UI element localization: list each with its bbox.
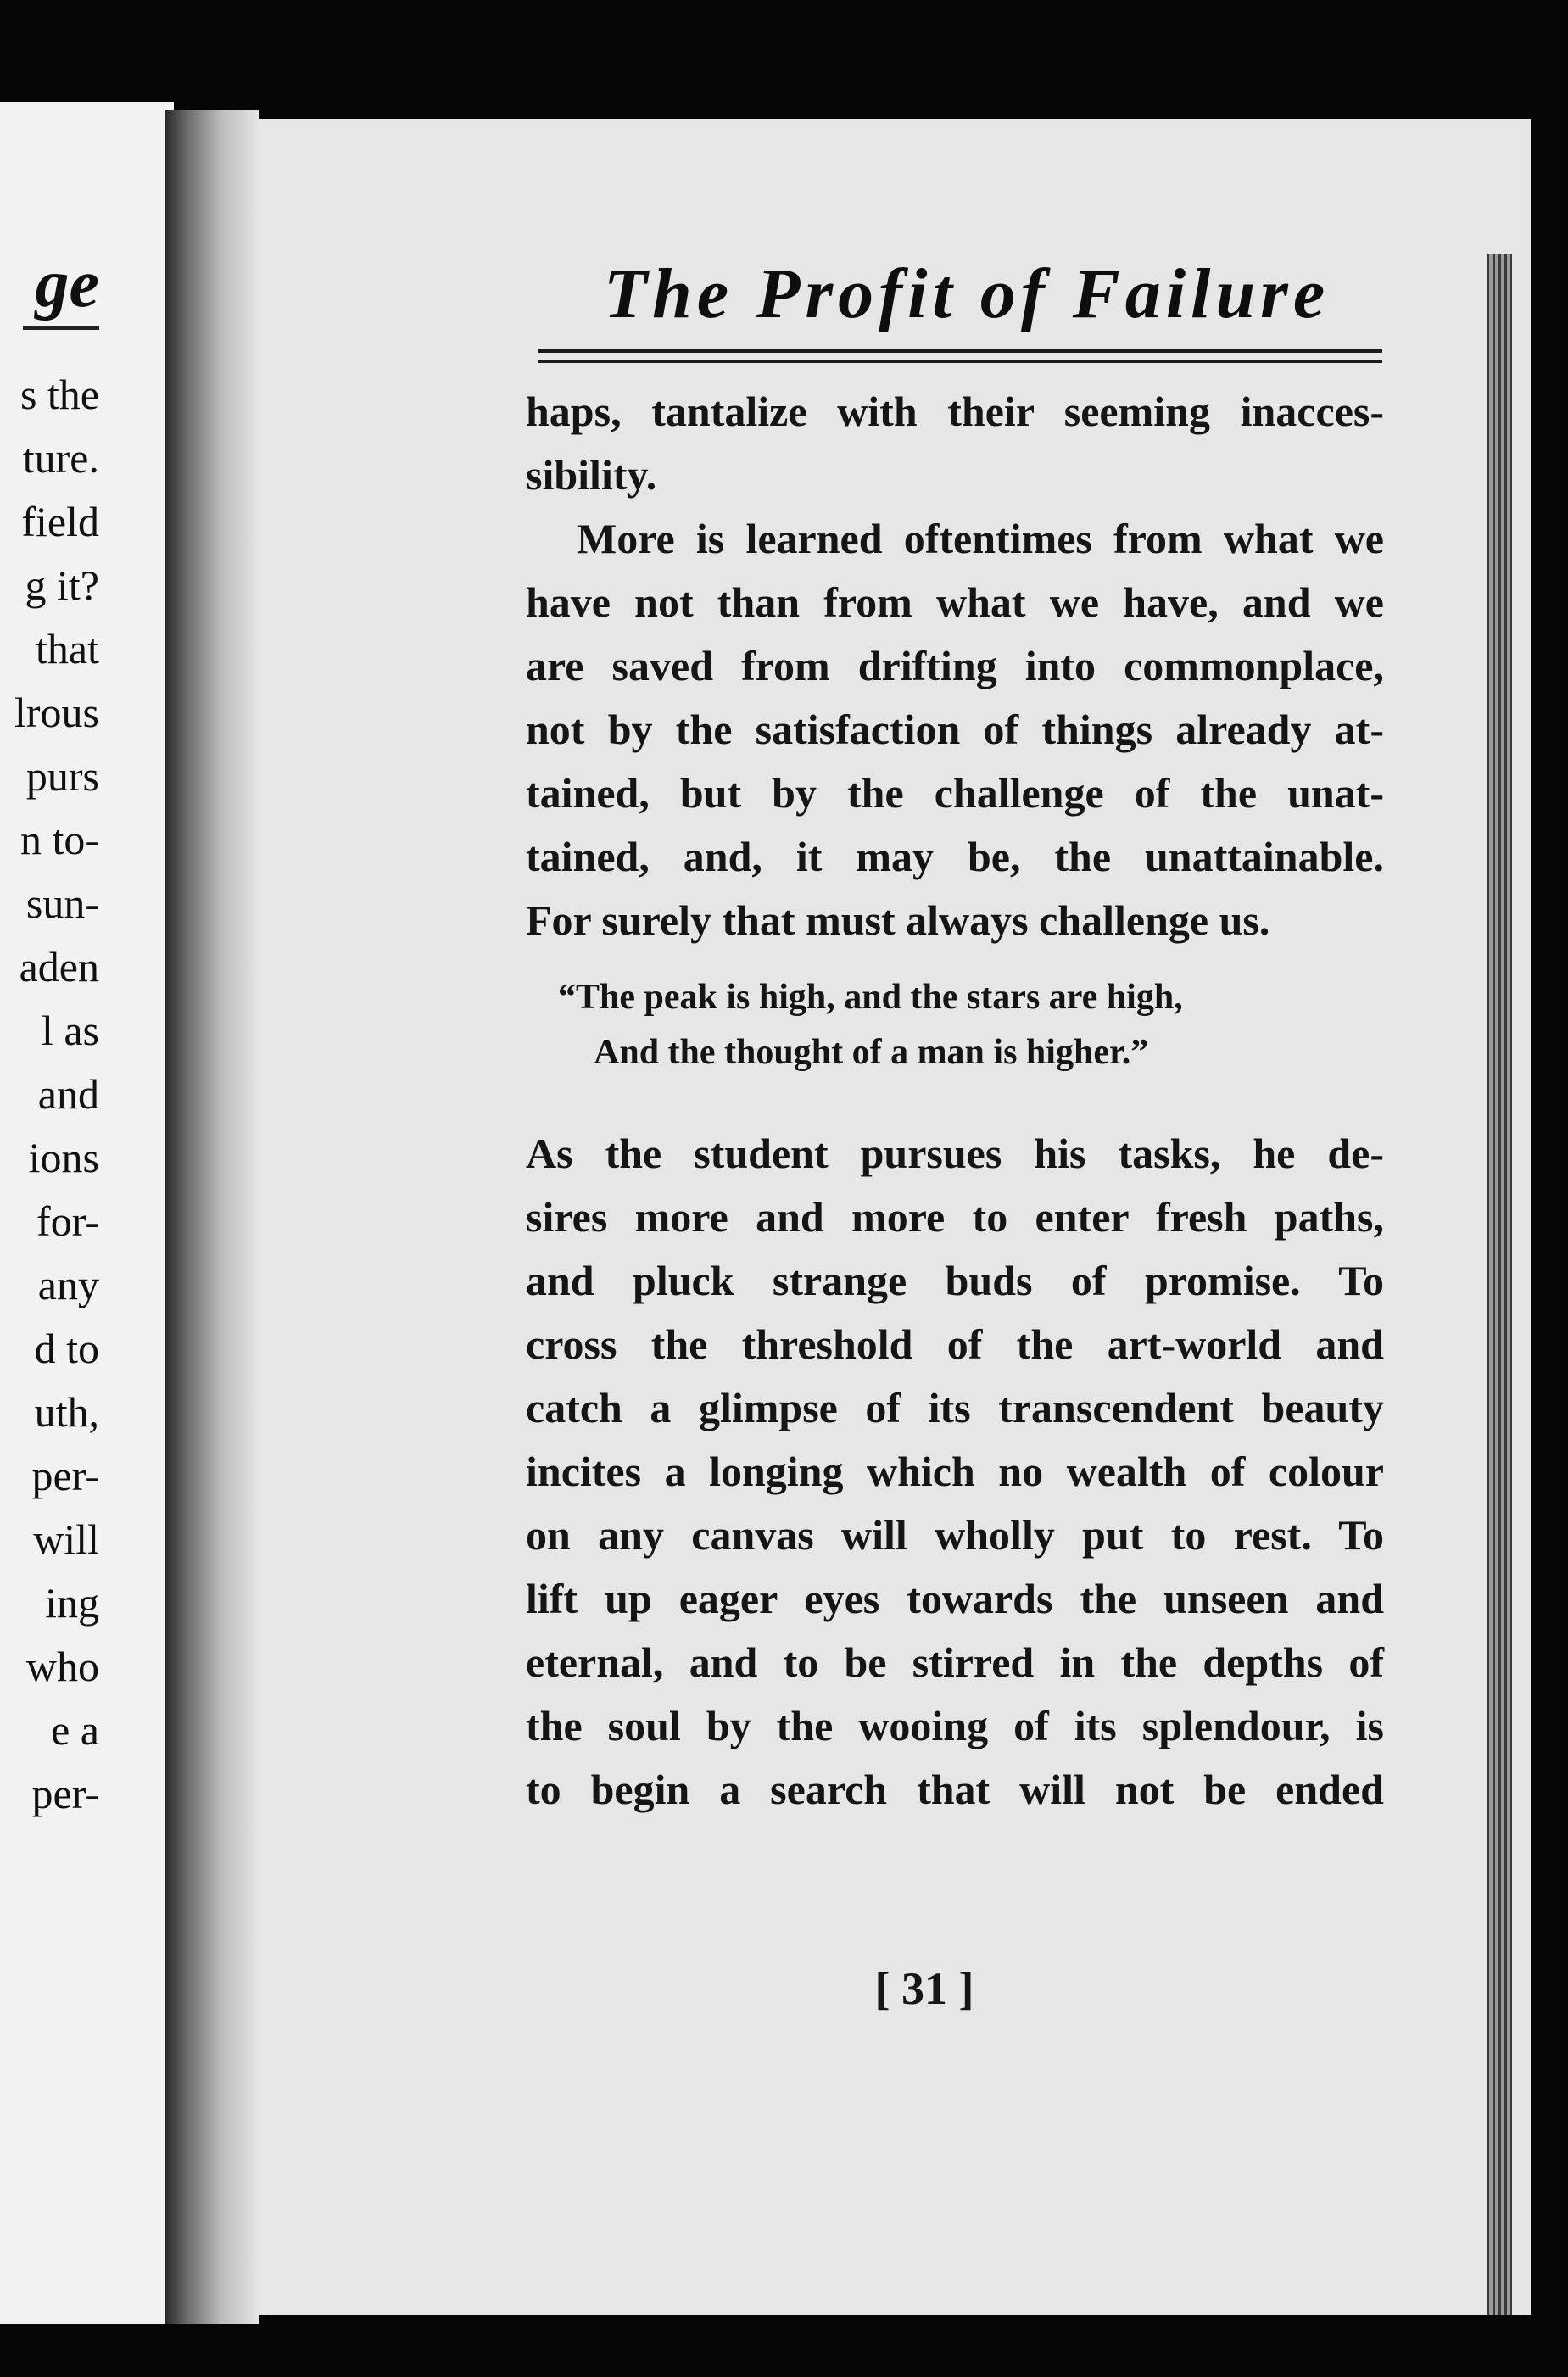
body-line: As the student pursues his tasks, he de- [526,1130,1384,1177]
previous-page-line: will [33,1515,99,1563]
body-line: For surely that must always challenge us. [526,896,1270,944]
page-edge-shading [1487,254,1512,2315]
body-line: to begin a search that will not be ended [526,1766,1384,1813]
body-line: on any canvas will wholly put to rest. To [526,1511,1384,1559]
body-line: tained, and, it may be, the unattainable. [526,833,1384,880]
previous-page-line: aden [19,943,99,990]
previous-page-line: sun- [25,879,99,927]
body-line: haps, tantalize with their seeming inacces- [526,388,1384,435]
verse-line: “The peak is high, and the stars are high, [558,978,1183,1017]
previous-page [0,102,174,2324]
page-number: [ 31 ] [874,1963,974,2014]
body-line: lift up eager eyes towards the unseen and [526,1575,1384,1622]
body-line: cross the threshold of the art-world and [526,1320,1384,1368]
previous-page-line: field [21,498,99,545]
previous-page-line: g it? [25,561,99,609]
previous-page-line: ions [28,1134,99,1181]
body-line: have not than from what we have, and we [526,578,1384,626]
previous-page-line: s the [20,371,99,418]
body-line: and pluck strange buds of promise. To [526,1257,1384,1304]
current-page [229,119,1531,2315]
previous-page-line: ture. [22,434,99,482]
previous-page-line: purs [25,752,99,800]
previous-page-line: for- [36,1197,99,1245]
body-line: eternal, and to be stirred in the depths of [526,1638,1384,1686]
previous-page-line: e a [51,1706,99,1754]
body-line: incites a longing which no wealth of colour [526,1448,1384,1495]
previous-page-line: n to- [20,816,99,863]
body-line: More is learned oftentimes from what we [577,515,1384,562]
running-head: The Profit of Failure [603,254,1331,333]
body-line: sires more and more to enter fresh paths, [526,1193,1384,1241]
previous-page-line: uth, [34,1388,99,1436]
head-rule-bottom [538,360,1382,363]
previous-page-line: per- [31,1770,99,1817]
body-line: the soul by the wooing of its splendour, is [526,1702,1384,1749]
book-gutter [165,110,259,2324]
head-rule-top [538,349,1382,353]
verse-line: And the thought of a man is higher.” [594,1033,1149,1072]
body-line: tained, but by the challenge of the unat- [526,769,1384,817]
previous-page-line: per- [31,1452,99,1499]
previous-page-line: lrous [14,689,99,736]
previous-page-line: and [37,1070,99,1118]
previous-page-line: l as [41,1007,99,1054]
previous-page-head-rule [23,326,99,330]
body-line: catch a glimpse of its transcendent beauty [526,1384,1384,1431]
previous-page-line: that [36,625,99,672]
previous-page-line: any [37,1261,99,1308]
body-line: are saved from drifting into commonplace, [526,642,1384,689]
body-line: not by the satisfaction of things already at- [526,706,1384,753]
previous-page-line: who [25,1643,99,1690]
previous-page-line: d to [34,1325,99,1372]
previous-page-line: ing [45,1579,99,1627]
previous-page-running-head: ge [35,247,99,321]
body-line: sibility. [526,451,657,499]
